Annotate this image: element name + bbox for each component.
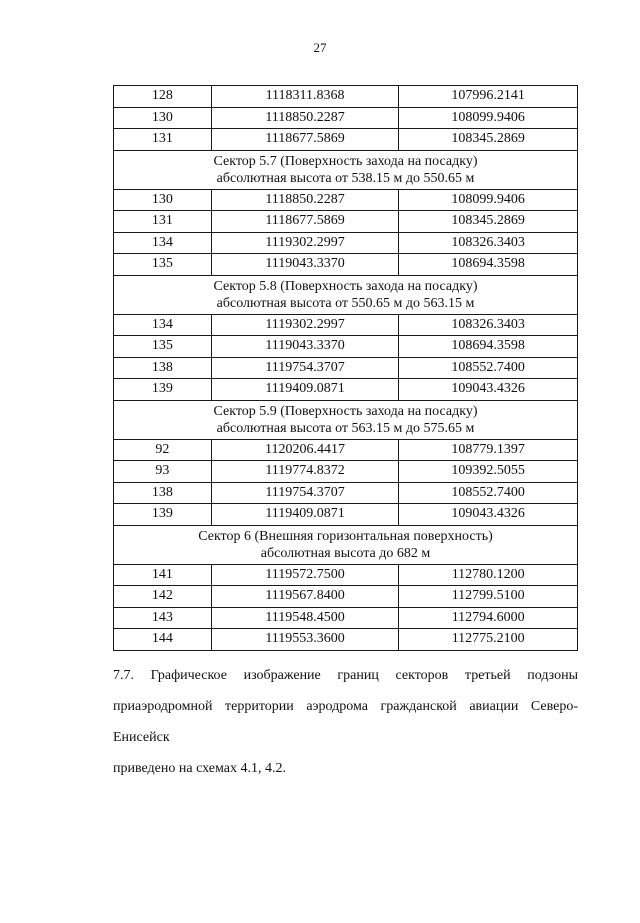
y-coordinate-cell: 108326.3403	[399, 314, 578, 336]
point-number-cell: 139	[114, 504, 212, 526]
sector-header	[114, 525, 578, 564]
x-coordinate-cell: 1119548.4500	[211, 607, 399, 629]
coordinates-table	[113, 85, 578, 651]
table-row	[114, 357, 578, 379]
y-coordinate-cell: 112780.1200	[399, 564, 578, 586]
point-number-cell: 131	[114, 129, 212, 151]
y-coordinate-cell: 108099.9406	[399, 107, 578, 129]
x-coordinate-cell: 1119572.7500	[211, 564, 399, 586]
table-row	[114, 379, 578, 401]
table-row	[114, 461, 578, 483]
y-coordinate-cell: 108345.2869	[399, 211, 578, 233]
x-coordinate-cell: 1118850.2287	[211, 107, 399, 129]
y-coordinate-cell: 109043.4326	[399, 379, 578, 401]
point-number-cell: 131	[114, 211, 212, 233]
y-coordinate-cell: 109392.5055	[399, 461, 578, 483]
x-coordinate-cell: 1119553.3600	[211, 629, 399, 651]
y-coordinate-cell: 108552.7400	[399, 357, 578, 379]
x-coordinate-cell: 1118850.2287	[211, 189, 399, 211]
point-number-cell: 134	[114, 314, 212, 336]
table-row	[114, 314, 578, 336]
point-number-cell: 143	[114, 607, 212, 629]
table-row	[114, 564, 578, 586]
x-coordinate-cell: 1118677.5869	[211, 211, 399, 233]
sector-altitude: абсолютная высота от 563.15 м до 575.65 м	[216, 420, 475, 436]
point-number-cell: 92	[114, 439, 212, 461]
x-coordinate-cell: 1119409.0871	[211, 379, 399, 401]
table-row	[114, 211, 578, 233]
table-row	[114, 129, 578, 151]
paragraph-line-2: приаэродромной территории аэродрома гражданской авиации Северо-Енисейск	[113, 699, 578, 745]
x-coordinate-cell: 1119754.3707	[211, 357, 399, 379]
y-coordinate-cell: 112799.5100	[399, 586, 578, 608]
sector-header-row	[114, 400, 578, 439]
table-row	[114, 607, 578, 629]
x-coordinate-cell: 1120206.4417	[211, 439, 399, 461]
table-row	[114, 254, 578, 276]
table-row	[114, 482, 578, 504]
y-coordinate-cell: 108099.9406	[399, 189, 578, 211]
point-number-cell: 139	[114, 379, 212, 401]
point-number-cell: 135	[114, 254, 212, 276]
point-number-cell: 141	[114, 564, 212, 586]
sector-altitude: абсолютная высота от 550.65 м до 563.15 м	[216, 295, 475, 311]
x-coordinate-cell: 1118311.8368	[211, 86, 399, 108]
y-coordinate-cell: 108345.2869	[399, 129, 578, 151]
table-row	[114, 629, 578, 651]
y-coordinate-cell: 108694.3598	[399, 254, 578, 276]
paragraph-line-3: приведено на схемах 4.1, 4.2.	[113, 761, 286, 776]
x-coordinate-cell: 1119774.8372	[211, 461, 399, 483]
x-coordinate-cell: 1119302.2997	[211, 232, 399, 254]
table-row	[114, 336, 578, 358]
y-coordinate-cell: 108694.3598	[399, 336, 578, 358]
sector-header-row	[114, 275, 578, 314]
page-number: 27	[313, 40, 327, 55]
point-number-cell: 138	[114, 482, 212, 504]
sector-title: Сектор 5.8 (Поверхность захода на посадку)	[213, 278, 478, 294]
table-row	[114, 504, 578, 526]
sector-header	[114, 275, 578, 314]
point-number-cell: 135	[114, 336, 212, 358]
coordinates-table-body	[114, 86, 578, 651]
point-number-cell: 144	[114, 629, 212, 651]
y-coordinate-cell: 107996.2141	[399, 86, 578, 108]
paragraph-7-7	[113, 660, 578, 784]
y-coordinate-cell: 108552.7400	[399, 482, 578, 504]
table-row	[114, 232, 578, 254]
point-number-cell: 130	[114, 107, 212, 129]
point-number-cell: 128	[114, 86, 212, 108]
table-row	[114, 586, 578, 608]
sector-altitude: абсолютная высота от 538.15 м до 550.65 м	[216, 170, 475, 186]
table-row	[114, 86, 578, 108]
sector-header	[114, 400, 578, 439]
y-coordinate-cell: 112794.6000	[399, 607, 578, 629]
table-row	[114, 439, 578, 461]
sector-header	[114, 150, 578, 189]
sector-altitude: абсолютная высота до 682 м	[260, 545, 431, 561]
x-coordinate-cell: 1119409.0871	[211, 504, 399, 526]
x-coordinate-cell: 1119567.8400	[211, 586, 399, 608]
table-row	[114, 189, 578, 211]
point-number-cell: 130	[114, 189, 212, 211]
table-row	[114, 107, 578, 129]
sector-header-row	[114, 150, 578, 189]
paragraph-line-1: 7.7. Графическое изображение границ секторов третьей подзоны	[113, 668, 578, 683]
x-coordinate-cell: 1119043.3370	[211, 336, 399, 358]
x-coordinate-cell: 1118677.5869	[211, 129, 399, 151]
x-coordinate-cell: 1119043.3370	[211, 254, 399, 276]
point-number-cell: 138	[114, 357, 212, 379]
sector-title: Сектор 5.7 (Поверхность захода на посадку)	[213, 153, 478, 169]
point-number-cell: 93	[114, 461, 212, 483]
sector-header-row	[114, 525, 578, 564]
y-coordinate-cell: 109043.4326	[399, 504, 578, 526]
x-coordinate-cell: 1119754.3707	[211, 482, 399, 504]
point-number-cell: 134	[114, 232, 212, 254]
y-coordinate-cell: 108326.3403	[399, 232, 578, 254]
y-coordinate-cell: 112775.2100	[399, 629, 578, 651]
x-coordinate-cell: 1119302.2997	[211, 314, 399, 336]
y-coordinate-cell: 108779.1397	[399, 439, 578, 461]
point-number-cell: 142	[114, 586, 212, 608]
sector-title: Сектор 5.9 (Поверхность захода на посадку)	[213, 403, 478, 419]
sector-title: Сектор 6 (Внешняя горизонтальная поверхность)	[198, 528, 493, 544]
